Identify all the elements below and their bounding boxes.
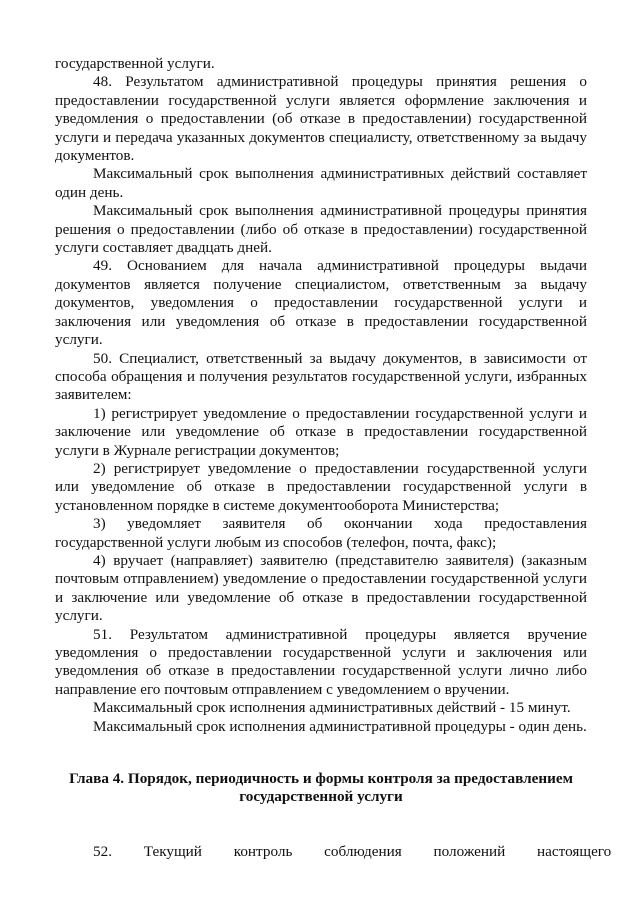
paragraph-50: 50. Специалист, ответственный за выдачу документов, в зависимости от способа обращения и получения результатов государственной услуги, избранных заявителем: [55,349,587,404]
list-item-3: 3) уведомляет заявителя об окончании хода предоставления государственной услуги любым из способов (телефон, почта, факс); [55,515,587,551]
paragraph-52-start: 52. Текущий контроль соблюдения положений настоящего [93,842,612,860]
chapter-heading [55,770,587,807]
list-item-2: 2) регистрирует уведомление о предоставлении государственной услуги или уведомление об отказе в предоставлении государственной услуги в установленном порядке в системе документооборота Министерства; [55,459,587,514]
chapter-heading-line-2: государственной услуги [239,788,403,806]
paragraph-51: 51. Результатом административной процедуры является вручение уведомления о предоставлении государственной услуги и заключения или уведомления об отказе в предоставлении государственной услуги лично либо направление его почтовым отправлением с уведомлением о вручении. [55,625,587,698]
paragraph-max-term-actions: Максимальный срок выполнения административных действий составляет один день. [55,165,587,201]
paragraph-max-term-procedure: Максимальный срок выполнения административной процедуры принятия решения о предоставлении (либо об отказе в предоставлении) государственной услуги составляет двадцать дней. [55,202,587,257]
chapter-heading-line-1: Глава 4. Порядок, периодичность и формы контроля за предоставлением [69,770,573,788]
document-page [55,55,612,861]
paragraph-continuation: государственной услуги. [55,55,215,72]
list-item-1: 1) регистрирует уведомление о предоставлении государственной услуги и заключение или уведомление об отказе в предоставлении государственной услуги в Журнале регистрации документов; [55,404,587,459]
list-item-4: 4) вручает (направляет) заявителю (представителю заявителя) (заказным почтовым отправлением) уведомление о предоставлении государственной услуги и заключение или уведомление об отказе в предоставлении государственной услуги. [55,551,587,625]
paragraph-max-term-actions-15min: Максимальный срок исполнения административных действий - 15 минут. [93,699,571,717]
paragraph-48: 48. Результатом административной процедуры принятия решения о предоставлении государственной услуги является оформление заключения и уведомления о предоставлении (об отказе в предоставлении) государственной услуги и передача указанных документов специалисту, ответственному за выдачу документов. [55,73,587,165]
paragraph-49: 49. Основанием для начала административной процедуры выдачи документов является получение специалистом, ответственным за выдачу документов, уведомления о предоставлении государственной услуги и заключения или уведомления об отказе в предоставлении государственной услуги. [55,257,587,349]
paragraph-max-term-procedure-one-day: Максимальный срок исполнения административной процедуры - один день. [93,717,587,735]
